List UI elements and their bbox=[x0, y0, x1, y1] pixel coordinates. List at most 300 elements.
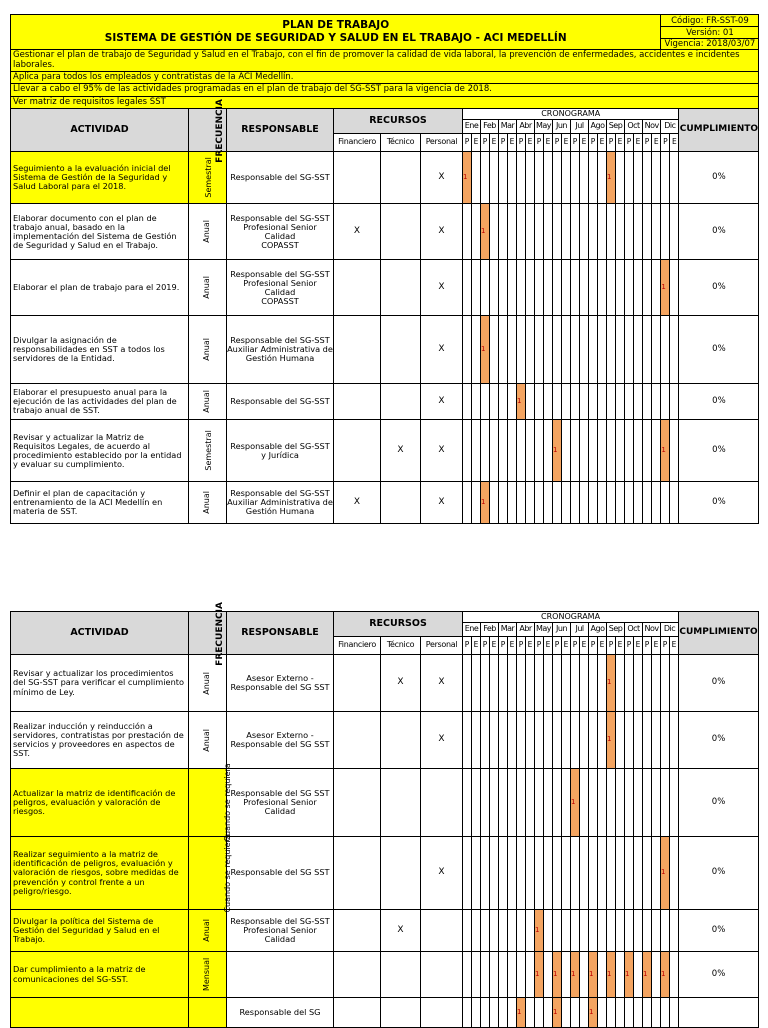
frequency-label: Anual bbox=[202, 491, 212, 514]
exec-column-header: E bbox=[490, 637, 499, 655]
resource-financiero: X bbox=[334, 482, 381, 524]
schedule-exec-cell bbox=[472, 420, 481, 482]
schedule-plan-cell bbox=[661, 482, 670, 524]
plan-column-header: P bbox=[553, 637, 562, 655]
table-row bbox=[11, 152, 759, 204]
month-header: Sep bbox=[607, 623, 625, 637]
resource-personal bbox=[421, 769, 463, 837]
activity-cell bbox=[11, 998, 189, 1028]
schedule-exec-cell bbox=[562, 152, 571, 204]
month-header: May bbox=[535, 120, 553, 134]
schedule-exec-cell bbox=[652, 655, 661, 712]
frequency-cell bbox=[189, 420, 227, 482]
schedule-exec-cell bbox=[526, 655, 535, 712]
info-row: Aplica para todos los empleados y contratistas de la ACI Medellín. bbox=[11, 72, 759, 84]
schedule-plan-cell bbox=[463, 655, 472, 712]
schedule-exec-cell bbox=[562, 204, 571, 260]
header-tecnico: Técnico bbox=[381, 134, 421, 152]
schedule-exec-cell bbox=[580, 482, 589, 524]
resource-tecnico bbox=[381, 482, 421, 524]
plan-column-header: P bbox=[535, 134, 544, 152]
schedule-plan-cell bbox=[481, 655, 490, 712]
schedule-plan-cell bbox=[535, 655, 544, 712]
schedule-plan-cell bbox=[643, 384, 652, 420]
schedule-exec-cell bbox=[598, 837, 607, 910]
schedule-exec-cell bbox=[634, 482, 643, 524]
schedule-exec-cell bbox=[670, 910, 679, 952]
schedule-exec-cell bbox=[472, 952, 481, 998]
month-header: Feb bbox=[481, 623, 499, 637]
info-row: Gestionar el plan de trabajo de Seguridad y Salud en el Trabajo, con el fin de promover la calidad de vida laboral, la prevención de enfermedades, accidentes e incidentes laborales. bbox=[11, 50, 759, 72]
schedule-plan-cell bbox=[607, 910, 616, 952]
schedule-exec-cell bbox=[580, 952, 589, 998]
schedule-plan-cell bbox=[625, 316, 634, 384]
plan-column-header: P bbox=[607, 637, 616, 655]
plan-column-header: P bbox=[625, 134, 634, 152]
plan-column-header: P bbox=[643, 134, 652, 152]
schedule-plan-cell bbox=[571, 837, 580, 910]
responsible-cell: Responsable del SG-SST Auxiliar Administrativa de Gestión Humana bbox=[227, 316, 334, 384]
schedule-exec-cell bbox=[598, 712, 607, 769]
responsible-cell: Responsable del SG bbox=[227, 998, 334, 1028]
schedule-exec-cell bbox=[634, 910, 643, 952]
frequency-label: Semestral bbox=[203, 157, 213, 198]
schedule-plan-cell bbox=[661, 384, 670, 420]
exec-column-header: E bbox=[544, 134, 553, 152]
schedule-plan-cell bbox=[481, 910, 490, 952]
schedule-exec-cell bbox=[616, 204, 625, 260]
schedule-exec-cell bbox=[562, 998, 571, 1028]
resource-personal bbox=[421, 910, 463, 952]
schedule-plan-cell bbox=[625, 204, 634, 260]
resource-financiero: X bbox=[334, 204, 381, 260]
exec-column-header: E bbox=[508, 637, 517, 655]
responsible-cell: Responsable del SG-SST Profesional Senior Calidad bbox=[227, 910, 334, 952]
schedule-plan-cell: 1 bbox=[661, 420, 670, 482]
schedule-exec-cell bbox=[652, 837, 661, 910]
exec-column-header: E bbox=[598, 637, 607, 655]
schedule-exec-cell bbox=[472, 655, 481, 712]
schedule-exec-cell bbox=[544, 769, 553, 837]
schedule-exec-cell bbox=[598, 655, 607, 712]
schedule-exec-cell bbox=[472, 316, 481, 384]
schedule-plan-cell: 1 bbox=[661, 837, 670, 910]
responsible-cell: Responsable del SG-SST Profesional Senior Calidad COPASST bbox=[227, 260, 334, 316]
schedule-exec-cell bbox=[472, 260, 481, 316]
plan-column-header: P bbox=[463, 134, 472, 152]
plan-column-header: P bbox=[535, 637, 544, 655]
resource-financiero bbox=[334, 655, 381, 712]
resource-tecnico: X bbox=[381, 655, 421, 712]
schedule-plan-cell: 1 bbox=[553, 952, 562, 998]
schedule-exec-cell bbox=[580, 837, 589, 910]
schedule-exec-cell bbox=[598, 910, 607, 952]
table-row bbox=[11, 837, 759, 910]
schedule-plan-cell bbox=[625, 384, 634, 420]
schedule-exec-cell bbox=[670, 769, 679, 837]
resource-financiero bbox=[334, 712, 381, 769]
work-plan-table-2 bbox=[10, 601, 759, 1028]
schedule-plan-cell bbox=[481, 837, 490, 910]
schedule-exec-cell bbox=[580, 260, 589, 316]
schedule-exec-cell bbox=[472, 482, 481, 524]
schedule-exec-cell bbox=[490, 384, 499, 420]
month-header: Feb bbox=[481, 120, 499, 134]
schedule-exec-cell bbox=[598, 152, 607, 204]
exec-column-header: E bbox=[472, 637, 481, 655]
schedule-plan-cell bbox=[553, 482, 562, 524]
schedule-plan-cell bbox=[607, 998, 616, 1028]
schedule-exec-cell bbox=[526, 952, 535, 998]
schedule-exec-cell bbox=[670, 204, 679, 260]
month-header: Mar bbox=[499, 120, 517, 134]
frequency-cell bbox=[189, 316, 227, 384]
plan-column-header: P bbox=[571, 637, 580, 655]
header-tecnico: Técnico bbox=[381, 637, 421, 655]
resource-financiero bbox=[334, 837, 381, 910]
schedule-plan-cell bbox=[499, 260, 508, 316]
plan-column-header: P bbox=[553, 134, 562, 152]
resource-tecnico bbox=[381, 998, 421, 1028]
frequency-cell bbox=[189, 482, 227, 524]
schedule-plan-cell bbox=[589, 769, 598, 837]
schedule-exec-cell bbox=[490, 712, 499, 769]
schedule-exec-cell bbox=[562, 910, 571, 952]
schedule-exec-cell bbox=[472, 384, 481, 420]
schedule-exec-cell bbox=[616, 316, 625, 384]
schedule-plan-cell bbox=[535, 712, 544, 769]
schedule-exec-cell bbox=[472, 769, 481, 837]
resource-tecnico bbox=[381, 837, 421, 910]
compliance-cell: 0% bbox=[679, 910, 759, 952]
resource-personal: X bbox=[421, 655, 463, 712]
schedule-exec-cell bbox=[490, 952, 499, 998]
exec-column-header: E bbox=[670, 637, 679, 655]
schedule-plan-cell bbox=[553, 204, 562, 260]
schedule-plan-cell bbox=[643, 420, 652, 482]
header-cumplimiento: CUMPLIMIENTO bbox=[679, 109, 759, 152]
schedule-exec-cell bbox=[634, 837, 643, 910]
schedule-exec-cell bbox=[580, 998, 589, 1028]
schedule-plan-cell bbox=[589, 910, 598, 952]
schedule-exec-cell bbox=[670, 152, 679, 204]
header-cumplimiento: CUMPLIMIENTO bbox=[679, 612, 759, 655]
schedule-plan-cell bbox=[571, 712, 580, 769]
schedule-exec-cell bbox=[652, 712, 661, 769]
compliance-cell: 0% bbox=[679, 837, 759, 910]
schedule-plan-cell: 1 bbox=[607, 655, 616, 712]
resource-tecnico bbox=[381, 952, 421, 998]
month-header: Dic bbox=[661, 120, 679, 134]
schedule-plan-cell bbox=[661, 769, 670, 837]
schedule-exec-cell bbox=[634, 769, 643, 837]
month-header: Mar bbox=[499, 623, 517, 637]
schedule-exec-cell bbox=[580, 712, 589, 769]
schedule-plan-cell bbox=[499, 952, 508, 998]
schedule-plan-cell bbox=[571, 482, 580, 524]
schedule-plan-cell bbox=[499, 482, 508, 524]
schedule-plan-cell bbox=[517, 769, 526, 837]
schedule-plan-cell bbox=[625, 152, 634, 204]
info-row: Llevar a cabo el 95% de las actividades programadas en el plan de trabajo del SG-SST para la vigencia de 2018. bbox=[11, 84, 759, 96]
schedule-plan-cell bbox=[571, 384, 580, 420]
header-responsable: RESPONSABLE bbox=[227, 109, 334, 152]
activity-cell: Realizar seguimiento a la matriz de identificación de peligros, evaluación y valoración de riesgos, sobre medidas de prevención y control frente a un peligro/riesgo. bbox=[11, 837, 189, 910]
exec-column-header: E bbox=[508, 134, 517, 152]
schedule-exec-cell bbox=[616, 910, 625, 952]
schedule-plan-cell bbox=[463, 952, 472, 998]
schedule-plan-cell bbox=[553, 260, 562, 316]
plan-column-header: P bbox=[481, 637, 490, 655]
resource-personal: X bbox=[421, 204, 463, 260]
exec-column-header: E bbox=[526, 134, 535, 152]
schedule-exec-cell bbox=[508, 204, 517, 260]
header-frecuencia bbox=[189, 98, 227, 163]
schedule-plan-cell bbox=[625, 420, 634, 482]
schedule-plan-cell bbox=[625, 837, 634, 910]
schedule-plan-cell bbox=[553, 910, 562, 952]
plan-column-header: P bbox=[589, 134, 598, 152]
responsible-cell: Responsable del SG-SST Profesional Senior Calidad COPASST bbox=[227, 204, 334, 260]
month-header: Ago bbox=[589, 120, 607, 134]
header-financiero: Financiero bbox=[334, 637, 381, 655]
schedule-exec-cell bbox=[652, 316, 661, 384]
schedule-plan-cell bbox=[625, 769, 634, 837]
schedule-plan-cell bbox=[553, 712, 562, 769]
schedule-plan-cell bbox=[535, 482, 544, 524]
header-recursos: RECURSOS bbox=[334, 612, 463, 637]
header-cronograma: CRONOGRAMA bbox=[463, 109, 679, 120]
schedule-exec-cell bbox=[670, 837, 679, 910]
exec-column-header: E bbox=[526, 637, 535, 655]
schedule-exec-cell bbox=[490, 769, 499, 837]
plan-column-header: P bbox=[517, 134, 526, 152]
month-header: Sep bbox=[607, 120, 625, 134]
resource-tecnico bbox=[381, 712, 421, 769]
schedule-plan-cell bbox=[571, 260, 580, 316]
resource-personal bbox=[421, 952, 463, 998]
schedule-exec-cell bbox=[670, 998, 679, 1028]
info-row: Ver matriz de requisitos legales SST bbox=[11, 96, 759, 108]
schedule-plan-cell bbox=[571, 655, 580, 712]
schedule-plan-cell bbox=[499, 769, 508, 837]
month-header: Jul bbox=[571, 623, 589, 637]
month-header: Ene bbox=[463, 120, 481, 134]
compliance-cell: 0% bbox=[679, 316, 759, 384]
schedule-plan-cell bbox=[517, 712, 526, 769]
header-recursos: RECURSOS bbox=[334, 109, 463, 134]
schedule-exec-cell bbox=[634, 152, 643, 204]
schedule-plan-cell: 1 bbox=[571, 952, 580, 998]
resource-personal: X bbox=[421, 482, 463, 524]
schedule-exec-cell bbox=[472, 998, 481, 1028]
table-row bbox=[11, 204, 759, 260]
schedule-exec-cell bbox=[508, 712, 517, 769]
schedule-plan-cell bbox=[607, 837, 616, 910]
activity-cell: Revisar y actualizar los procedimientos del SG-SST para verificar el cumplimiento mínimo de Ley. bbox=[11, 655, 189, 712]
resource-financiero bbox=[334, 260, 381, 316]
exec-column-header: E bbox=[598, 134, 607, 152]
plan-column-header: P bbox=[607, 134, 616, 152]
frequency-label: Anual bbox=[202, 671, 212, 695]
schedule-plan-cell bbox=[499, 420, 508, 482]
schedule-exec-cell bbox=[490, 316, 499, 384]
schedule-exec-cell bbox=[616, 769, 625, 837]
schedule-exec-cell bbox=[652, 420, 661, 482]
responsible-cell: Responsable del SG-SST bbox=[227, 384, 334, 420]
schedule-exec-cell bbox=[544, 316, 553, 384]
activity-cell: Dar cumplimiento a la matriz de comunicaciones del SG-SST. bbox=[11, 952, 189, 998]
schedule-plan-cell bbox=[517, 316, 526, 384]
schedule-plan-cell bbox=[643, 910, 652, 952]
schedule-exec-cell bbox=[508, 837, 517, 910]
schedule-exec-cell bbox=[544, 204, 553, 260]
schedule-plan-cell bbox=[517, 204, 526, 260]
schedule-exec-cell bbox=[616, 837, 625, 910]
schedule-plan-cell bbox=[517, 655, 526, 712]
schedule-exec-cell bbox=[508, 998, 517, 1028]
exec-column-header: E bbox=[562, 637, 571, 655]
schedule-plan-cell bbox=[535, 152, 544, 204]
resource-financiero bbox=[334, 910, 381, 952]
frequency-cell bbox=[189, 763, 232, 842]
schedule-exec-cell bbox=[526, 316, 535, 384]
schedule-exec-cell bbox=[526, 998, 535, 1028]
activity-cell: Seguimiento a la evaluación inicial del Sistema de Gestión de la Seguridad y Salud Laboral para el 2018. bbox=[11, 152, 189, 204]
schedule-exec-cell bbox=[580, 910, 589, 952]
header-actividad: ACTIVIDAD bbox=[11, 612, 189, 655]
schedule-exec-cell bbox=[580, 204, 589, 260]
schedule-plan-cell bbox=[589, 712, 598, 769]
schedule-exec-cell bbox=[508, 910, 517, 952]
month-header: Jun bbox=[553, 120, 571, 134]
schedule-plan-cell: 1 bbox=[643, 952, 652, 998]
resource-personal: X bbox=[421, 260, 463, 316]
table-row bbox=[11, 482, 759, 524]
schedule-exec-cell bbox=[652, 998, 661, 1028]
schedule-plan-cell bbox=[463, 910, 472, 952]
schedule-exec-cell bbox=[562, 655, 571, 712]
table-row bbox=[11, 952, 759, 998]
header-frecuencia bbox=[189, 601, 227, 666]
exec-column-header: E bbox=[580, 134, 589, 152]
schedule-exec-cell bbox=[526, 420, 535, 482]
schedule-exec-cell bbox=[544, 910, 553, 952]
frequency-cell bbox=[189, 204, 227, 260]
schedule-exec-cell bbox=[598, 420, 607, 482]
schedule-plan-cell bbox=[535, 384, 544, 420]
schedule-plan-cell bbox=[589, 837, 598, 910]
schedule-plan-cell: 1 bbox=[553, 420, 562, 482]
header-frecuencia-label: FRECUENCIA bbox=[214, 98, 225, 163]
schedule-plan-cell bbox=[481, 769, 490, 837]
schedule-exec-cell bbox=[472, 910, 481, 952]
schedule-plan-cell bbox=[553, 384, 562, 420]
plan-column-header: P bbox=[499, 637, 508, 655]
exec-column-header: E bbox=[670, 134, 679, 152]
schedule-plan-cell bbox=[643, 482, 652, 524]
schedule-plan-cell bbox=[643, 655, 652, 712]
resource-personal: X bbox=[421, 152, 463, 204]
schedule-exec-cell bbox=[634, 204, 643, 260]
schedule-plan-cell: 1 bbox=[481, 482, 490, 524]
schedule-exec-cell bbox=[526, 204, 535, 260]
schedule-plan-cell bbox=[517, 837, 526, 910]
schedule-exec-cell bbox=[544, 482, 553, 524]
schedule-plan-cell bbox=[553, 655, 562, 712]
schedule-plan-cell bbox=[553, 316, 562, 384]
schedule-plan-cell bbox=[643, 316, 652, 384]
schedule-exec-cell bbox=[652, 769, 661, 837]
schedule-plan-cell bbox=[463, 837, 472, 910]
schedule-plan-cell bbox=[553, 152, 562, 204]
table-row bbox=[11, 910, 759, 952]
schedule-exec-cell bbox=[544, 655, 553, 712]
plan-column-header: P bbox=[661, 134, 670, 152]
schedule-exec-cell bbox=[616, 152, 625, 204]
plan-column-header: P bbox=[661, 637, 670, 655]
exec-column-header: E bbox=[616, 134, 625, 152]
schedule-exec-cell bbox=[544, 384, 553, 420]
schedule-plan-cell bbox=[571, 998, 580, 1028]
schedule-exec-cell bbox=[670, 952, 679, 998]
schedule-exec-cell bbox=[472, 712, 481, 769]
schedule-exec-cell bbox=[652, 260, 661, 316]
schedule-plan-cell: 1 bbox=[535, 952, 544, 998]
frequency-label: Anual bbox=[202, 276, 212, 299]
schedule-exec-cell bbox=[670, 420, 679, 482]
responsible-cell bbox=[227, 952, 334, 998]
document-code: Código: FR-SST-09 bbox=[661, 15, 759, 27]
schedule-plan-cell: 1 bbox=[517, 998, 526, 1028]
schedule-plan-cell: 1 bbox=[661, 260, 670, 316]
resource-financiero bbox=[334, 316, 381, 384]
frequency-cell bbox=[189, 910, 227, 952]
resource-tecnico bbox=[381, 769, 421, 837]
month-header: Oct bbox=[625, 120, 643, 134]
schedule-exec-cell bbox=[616, 655, 625, 712]
schedule-plan-cell bbox=[517, 910, 526, 952]
responsible-cell: Responsable del SG SST Profesional Senior Calidad bbox=[227, 769, 334, 837]
schedule-plan-cell bbox=[571, 316, 580, 384]
schedule-plan-cell bbox=[517, 152, 526, 204]
schedule-plan-cell bbox=[463, 384, 472, 420]
schedule-exec-cell bbox=[562, 316, 571, 384]
schedule-plan-cell: 1 bbox=[481, 316, 490, 384]
schedule-plan-cell: 1 bbox=[661, 952, 670, 998]
frequency-label: Cuando se requiera bbox=[222, 763, 232, 842]
schedule-exec-cell bbox=[670, 482, 679, 524]
schedule-plan-cell bbox=[499, 655, 508, 712]
schedule-plan-cell bbox=[499, 384, 508, 420]
resource-tecnico bbox=[381, 204, 421, 260]
month-header: Jun bbox=[553, 623, 571, 637]
header-financiero: Financiero bbox=[334, 134, 381, 152]
plan-column-header: P bbox=[589, 637, 598, 655]
schedule-plan-cell bbox=[481, 260, 490, 316]
schedule-exec-cell bbox=[508, 384, 517, 420]
schedule-plan-cell: 1 bbox=[535, 910, 544, 952]
schedule-exec-cell bbox=[544, 998, 553, 1028]
schedule-plan-cell: 1 bbox=[463, 152, 472, 204]
schedule-exec-cell bbox=[598, 204, 607, 260]
plan-column-header: P bbox=[517, 637, 526, 655]
schedule-plan-cell bbox=[463, 204, 472, 260]
schedule-exec-cell bbox=[526, 482, 535, 524]
schedule-plan-cell bbox=[643, 204, 652, 260]
exec-column-header: E bbox=[652, 637, 661, 655]
schedule-exec-cell bbox=[526, 384, 535, 420]
